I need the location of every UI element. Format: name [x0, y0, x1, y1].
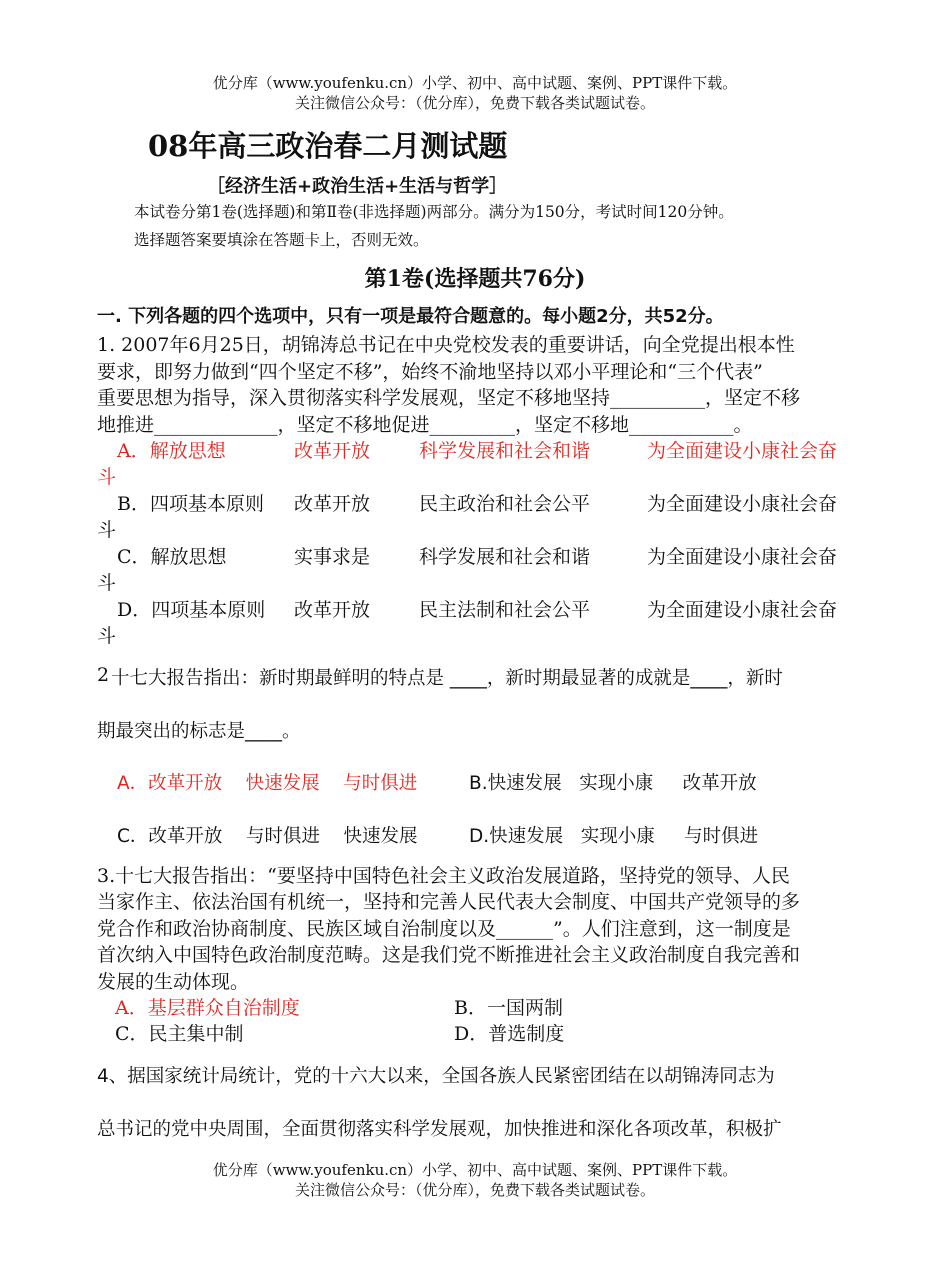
q1-line-2: 要求，即努力做到“四个坚定不移”，始终不渝地坚持以邓小平理论和“三个代表”	[97, 361, 763, 383]
q1-option-c-c2: 实事求是	[294, 546, 371, 568]
intro-line-1: 本试卷分第1卷(选择题)和第Ⅱ卷(非选择题)两部分。满分为150分，考试时间120分钟。	[134, 203, 734, 221]
footer-line-1: 优分库（www.youfenku.cn）小学、初中、高中试题、案例、PPT课件下载。	[212, 1161, 738, 1179]
page-subtitle: ［经济生活+政治生活+生活与哲学］	[207, 176, 508, 197]
q1-option-c-tail: 斗	[97, 572, 117, 594]
page-title: 08年高三政治春二月测试题	[148, 129, 508, 163]
q1-option-a-tail: 斗	[97, 466, 117, 488]
q2-option-b: B.快速发展 实现小康 改革开放	[469, 773, 757, 794]
footer-line-2: 关注微信公众号：（优分库），免费下载各类试题试卷。	[294, 1181, 655, 1199]
q1-option-b-c4: 为全面建设小康社会奋	[647, 493, 838, 515]
q2-line-1: 十七大报告指出：新时期最鲜明的特点是 ____，新时期最显著的成就是____，新时	[111, 668, 783, 689]
header-line-2: 关注微信公众号：（优分库），免费下载各类试题试卷。	[294, 94, 655, 112]
q1-line-3: 重要思想为指导，深入贯彻落实科学发展观，坚定不移地坚持__________，坚定不移	[97, 387, 801, 409]
q1-option-a-c4: 为全面建设小康社会奋	[647, 440, 838, 462]
q2-option-a: A．改革开放 快速发展 与时俱进	[117, 773, 418, 794]
q3-option-d: D．普选制度	[454, 1023, 565, 1045]
q2-option-c: C．改革开放 与时俱进 快速发展	[117, 826, 418, 847]
q3-option-a: A．基层群众自治制度	[115, 997, 300, 1019]
q1-option-d-c4: 为全面建设小康社会奋	[647, 599, 838, 621]
q1-option-a-c3: 科学发展和社会和谐	[419, 440, 591, 462]
q1-option-b-tail: 斗	[97, 519, 117, 541]
intro-line-2: 选择题答案要填涂在答题卡上，否则无效。	[134, 231, 429, 249]
header-line-1: 优分库（www.youfenku.cn）小学、初中、高中试题、案例、PPT课件下载。	[212, 74, 738, 92]
q1-option-d-c2: 改革开放	[294, 599, 371, 621]
q4-line-1: 4、据国家统计局统计，党的十六大以来，全国各族人民紧密团结在以胡锦涛同志为	[97, 1066, 775, 1087]
q1-line-1: 1. 2007年6月25日，胡锦涛总书记在中央党校发表的重要讲话，向全党提出根本性	[97, 334, 795, 356]
q1-option-d-c3: 民主法制和社会公平	[419, 599, 591, 621]
q4-line-2: 总书记的党中央周围，全面贯彻落实科学发展观，加快推进和深化各项改革，积极扩	[97, 1119, 782, 1140]
q2-number: 2	[97, 664, 110, 686]
q3-option-b: B．一国两制	[454, 997, 563, 1019]
section-title: 第1卷(选择题共76分)	[364, 266, 586, 292]
q3-line-2: 当家作主、依法治国有机统一，坚持和完善人民代表大会制度、中国共产党领导的多	[97, 891, 801, 913]
q1-option-b-c3: 民主政治和社会公平	[419, 493, 591, 515]
part-heading: 一. 下列各题的四个选项中，只有一项是最符合题意的。每小题2分，共52分。	[97, 306, 724, 327]
q3-line-5: 发展的生动体现。	[97, 971, 250, 993]
q1-line-4: 地推进_____________，坚定不移地促进_________，坚定不移地___________。	[97, 414, 753, 436]
q2-line-2: 期最突出的标志是____。	[97, 721, 301, 742]
q3-line-4: 首次纳入中国特色政治制度范畴。这是我们党不断推进社会主义政治制度自我完善和	[97, 944, 801, 966]
q1-option-a-c2: 改革开放	[294, 440, 371, 462]
q1-option-b-label: B．四项基本原则	[117, 493, 264, 515]
q1-option-c-c4: 为全面建设小康社会奋	[647, 546, 838, 568]
q1-option-a-label: A．解放思想	[117, 440, 226, 462]
q1-option-b-c2: 改革开放	[294, 493, 371, 515]
q2-option-d: D.快速发展 实现小康 与时俱进	[469, 826, 759, 847]
q3-line-3: 党合作和政治协商制度、民族区域自治制度以及______”。人们注意到，这一制度是	[97, 918, 791, 940]
q3-line-1: 3.十七大报告指出：“要坚持中国特色社会主义政治发展道路，坚持党的领导、人民	[97, 865, 790, 887]
q1-option-d-label: D．四项基本原则	[117, 599, 266, 621]
q3-option-c: C．民主集中制	[115, 1023, 244, 1045]
q1-option-c-label: C．解放思想	[117, 546, 227, 568]
q1-option-d-tail: 斗	[97, 625, 117, 647]
q1-option-c-c3: 科学发展和社会和谐	[419, 546, 591, 568]
